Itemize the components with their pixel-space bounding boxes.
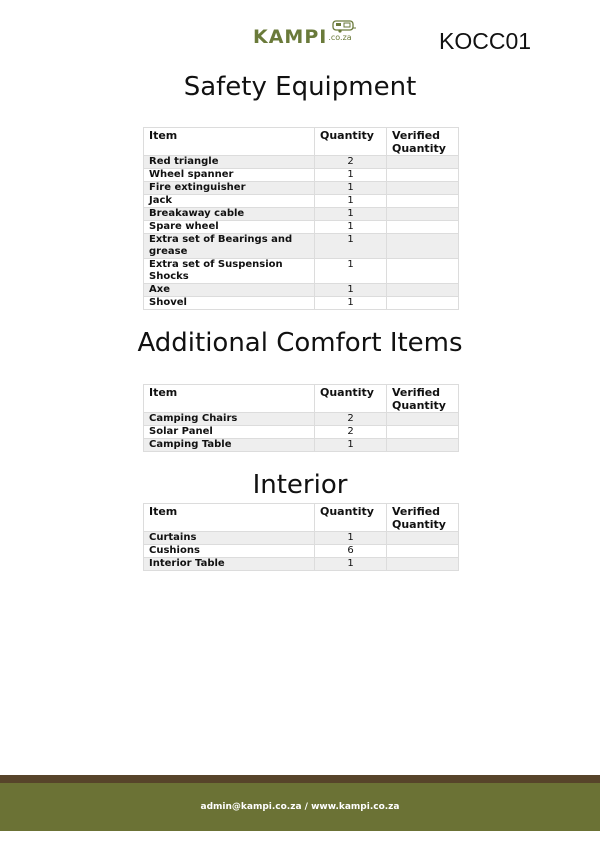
- caravan-icon: [332, 20, 356, 33]
- table-row: [144, 234, 459, 259]
- verified-quantity-cell[interactable]: [387, 234, 459, 259]
- table-row: [144, 259, 459, 284]
- table-header-row: [144, 385, 459, 413]
- item-quantity: 6: [315, 545, 387, 558]
- item-name: Cushions: [144, 545, 315, 558]
- verified-quantity-cell[interactable]: [387, 532, 459, 545]
- item-name: Curtains: [144, 532, 315, 545]
- item-quantity: 2: [315, 156, 387, 169]
- table-row: [144, 545, 459, 558]
- logo-wordmark: KAMPI: [253, 26, 328, 48]
- item-quantity: 2: [315, 413, 387, 426]
- table-row: [144, 182, 459, 195]
- table-header-row: [144, 128, 459, 156]
- verified-quantity-cell[interactable]: [387, 426, 459, 439]
- table-row: [144, 297, 459, 310]
- item-quantity: 1: [315, 195, 387, 208]
- table-row: [144, 195, 459, 208]
- section-title-safety: Safety Equipment: [183, 72, 417, 102]
- footer-contact: admin@kampi.co.za / www.kampi.co.za: [200, 802, 400, 812]
- column-header-quantity: Quantity: [315, 128, 387, 156]
- verified-quantity-cell[interactable]: [387, 221, 459, 234]
- column-header-quantity: Quantity: [315, 385, 387, 413]
- table-row: [144, 413, 459, 426]
- verified-quantity-cell[interactable]: [387, 182, 459, 195]
- table-row: [144, 284, 459, 297]
- item-name: Solar Panel: [144, 426, 315, 439]
- item-name: Interior Table: [144, 558, 315, 571]
- verified-quantity-cell[interactable]: [387, 169, 459, 182]
- table-row: [144, 169, 459, 182]
- interior-items-table: [143, 503, 459, 571]
- section-title-interior: Interior: [252, 470, 348, 500]
- verified-quantity-cell[interactable]: [387, 156, 459, 169]
- table-row: [144, 156, 459, 169]
- verified-quantity-cell[interactable]: [387, 413, 459, 426]
- column-header-verified: Verified Quantity: [387, 385, 459, 413]
- table-row: [144, 439, 459, 452]
- item-name: Spare wheel: [144, 221, 315, 234]
- footer: [0, 783, 600, 831]
- item-name: Breakaway cable: [144, 208, 315, 221]
- item-quantity: 1: [315, 221, 387, 234]
- verified-quantity-cell[interactable]: [387, 558, 459, 571]
- column-header-verified: Verified Quantity: [387, 128, 459, 156]
- verified-quantity-cell[interactable]: [387, 208, 459, 221]
- footer-stripe: [0, 775, 600, 783]
- column-header-quantity: Quantity: [315, 504, 387, 532]
- item-name: Fire extinguisher: [144, 182, 315, 195]
- item-quantity: 1: [315, 558, 387, 571]
- item-quantity: 1: [315, 259, 387, 284]
- item-name: Extra set of Suspension Shocks: [144, 259, 315, 284]
- section-title-comfort: Additional Comfort Items: [137, 328, 463, 358]
- verified-quantity-cell[interactable]: [387, 284, 459, 297]
- item-quantity: 1: [315, 182, 387, 195]
- table-header-row: [144, 504, 459, 532]
- table-row: [144, 426, 459, 439]
- item-quantity: 1: [315, 297, 387, 310]
- item-name: Shovel: [144, 297, 315, 310]
- item-name: Extra set of Bearings and grease: [144, 234, 315, 259]
- table-row: [144, 532, 459, 545]
- column-header-item: Item: [144, 128, 315, 156]
- item-quantity: 1: [315, 532, 387, 545]
- item-quantity: 1: [315, 169, 387, 182]
- verified-quantity-cell[interactable]: [387, 195, 459, 208]
- item-quantity: 2: [315, 426, 387, 439]
- verified-quantity-cell[interactable]: [387, 545, 459, 558]
- item-name: Camping Chairs: [144, 413, 315, 426]
- item-name: Jack: [144, 195, 315, 208]
- item-quantity: 1: [315, 208, 387, 221]
- item-name: Axe: [144, 284, 315, 297]
- table-row: [144, 221, 459, 234]
- item-name: Wheel spanner: [144, 169, 315, 182]
- verified-quantity-cell[interactable]: [387, 297, 459, 310]
- column-header-verified: Verified Quantity: [387, 504, 459, 532]
- column-header-item: Item: [144, 385, 315, 413]
- verified-quantity-cell[interactable]: [387, 439, 459, 452]
- logo-domain-text: .co.za: [328, 33, 352, 42]
- table-row: [144, 558, 459, 571]
- item-name: Red triangle: [144, 156, 315, 169]
- document-code: KOCC01: [439, 28, 532, 54]
- item-quantity: 1: [315, 234, 387, 259]
- column-header-item: Item: [144, 504, 315, 532]
- table-row: [144, 208, 459, 221]
- kampi-logo: [253, 22, 352, 52]
- item-name: Camping Table: [144, 439, 315, 452]
- logo-domain: [328, 33, 351, 42]
- item-quantity: 1: [315, 439, 387, 452]
- item-quantity: 1: [315, 284, 387, 297]
- verified-quantity-cell[interactable]: [387, 259, 459, 284]
- safety-equipment-table: [143, 127, 459, 310]
- comfort-items-table: [143, 384, 459, 452]
